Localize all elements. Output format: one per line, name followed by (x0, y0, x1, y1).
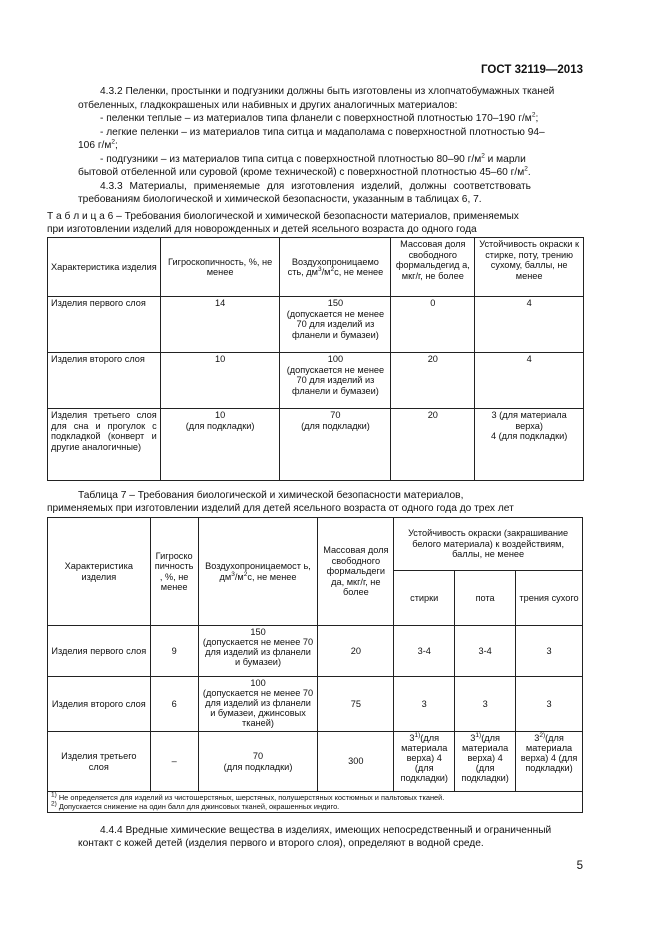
table6-fastness: 4 (475, 297, 584, 353)
table7-sweat: 3 (455, 677, 516, 732)
table7-hygro: – (150, 732, 198, 792)
table7-wash: 3-4 (394, 626, 455, 677)
table7-rub: 3 (516, 626, 583, 677)
para-432-line4: - легкие пеленки – из материалов типа ситца и мадаполама с поверхностной плотностью 94– (100, 127, 545, 138)
table7-header-product: Характеристика изделия (48, 518, 151, 626)
table7-rub: 3 (516, 677, 583, 732)
table6-fastness: 3 (для материала верха) 4 (для подкладки) (475, 409, 584, 481)
table7-product: Изделия первого слоя (48, 626, 151, 677)
table-row (48, 409, 584, 481)
table7-header-fastness: Устойчивость окраски (закрашивание белого материала) к воздействиям, баллы, не менее (394, 518, 583, 571)
table7-wash: 3$^{1)}$(для материала верха) 4 (для подкладки) (394, 732, 455, 792)
para-444-line2: контакт с кожей детей (изделия первого и второго слоя), определяют в водной среде. (78, 838, 484, 849)
table6-header-product: Характеристика изделия (48, 238, 161, 297)
table7-air: 70 (для подкладки) (198, 732, 318, 792)
table-row (48, 732, 583, 792)
table6-formaldehyde: 20 (391, 353, 475, 409)
table7-rub: 3$^{2)}$(для материала верха) 4 (для подкладки) (516, 732, 583, 792)
table6-formaldehyde: 0 (391, 297, 475, 353)
table7-formaldehyde: 75 (318, 677, 394, 732)
table6-header-hygro: Гигроскопичность, %, не менее (160, 238, 280, 297)
table6-header-formaldehyde: Массовая доля свободного формальдегид а, мкг/г, не более (391, 238, 475, 297)
standard-header: ГОСТ 32119—2013 (481, 64, 583, 76)
table7-hygro: 9 (150, 626, 198, 677)
para-432-line3: - пеленки теплые – из материалов типа фланели с поверхностной плотностью 170–190 $г/м^2$; (100, 111, 539, 124)
table6-product: Изделия третьего слоя для сна и прогулок с подкладкой (конверт и другие аналогичные) (48, 409, 161, 481)
table7-header-formaldehyde: Массовая доля свободного формальдеги да, мкг/г, не более (318, 518, 394, 626)
table7-formaldehyde: 300 (318, 732, 394, 792)
table6-hygro: 10 (160, 353, 280, 409)
table7-footnotes (48, 792, 583, 813)
para-433-line2: требованиям биологической и химической безопасности, указанным в таблицах 6, 7. (78, 194, 482, 205)
table6-hygro: 14 (160, 297, 280, 353)
table7-sweat: 3$^{1)}$(для материала верха) 4 (для подкладки) (455, 732, 516, 792)
table6-header-fastness: Устойчивость окраски к стирке, поту, трению сухому, баллы, не менее (475, 238, 584, 297)
table6-header-row (48, 238, 584, 297)
para-433-line1: 4.3.3 Материалы, применяемые для изготовления изделий, должны соответствовать (100, 181, 531, 192)
table7-footnotes-row (48, 792, 583, 813)
table7-caption-line2: применяемых при изготовлении изделий для детей ясельного возраста от одного года до трех лет (47, 503, 514, 514)
table-row (48, 677, 583, 732)
table7-caption-line1: Таблица 7 – Требования биологической и химической безопасности материалов, (78, 490, 464, 501)
table7-product: Изделия третьего слоя (48, 732, 151, 792)
table6-caption-line1: Т а б л и ц а 6 – Требования биологической и химической безопасности материалов, применяемых (47, 211, 519, 222)
table7-hygro: 6 (150, 677, 198, 732)
page-number: 5 (576, 860, 583, 872)
para-444-line1: 4.4.4 Вредные химические вещества в изделиях, имеющих непосредственный и ограниченный (100, 825, 552, 836)
table6-caption-line2: при изготовлении изделий для новорожденных и детей ясельного возраста до одного года (47, 224, 477, 235)
footnote-1: $^{1)}$ Не определяется для изделий из чистошерстяных, шерстяных, полушерстяных костюмных и пальтовых тканей. (51, 791, 445, 802)
table6-hygro: 10 (для подкладки) (160, 409, 280, 481)
table6-product: Изделия первого слоя (48, 297, 161, 353)
table7-header-wash: стирки (394, 571, 455, 626)
table6-air: 150 (допускается не менее 70 для изделий из фланели и бумазеи) (280, 297, 391, 353)
table7-header-hygro: Гигроско пичность , %, не менее (150, 518, 198, 626)
table-6 (47, 237, 584, 481)
table6-air: 70 (для подкладки) (280, 409, 391, 481)
table6-product: Изделия второго слоя (48, 353, 161, 409)
table-row (48, 353, 584, 409)
table7-sweat: 3-4 (455, 626, 516, 677)
para-432-line6: - подгузники – из материалов типа ситца с поверхностной плотностью 80–90 $г/м^2$ и марли (100, 152, 526, 165)
para-432-line5: 106 $г/м^2$; (78, 138, 118, 151)
table7-header-row (48, 518, 583, 571)
table6-air: 100 (допускается не менее 70 для изделий из фланели и бумазеи) (280, 353, 391, 409)
para-432-line7: бытовой отбеленной или суровой (кроме технической) с поверхностной плотностью 45–60 $г/м^2$. (78, 165, 531, 178)
table7-wash: 3 (394, 677, 455, 732)
para-432-line1: 4.3.2 Пеленки, простынки и подгузники должны быть изготовлены из хлопчатобумажных тканей (100, 86, 555, 97)
table6-header-air: Воздухопроницаемо сть, $дм^3/м^2с$, не менее (280, 238, 391, 297)
table7-header-sweat: пота (455, 571, 516, 626)
table7-header-air: Воздухопроницаемост ь, $дм^3/м^2с$, не менее (198, 518, 318, 626)
table-row (48, 297, 584, 353)
table7-air: 100 (допускается не менее 70 для изделий из фланели и бумазеи, джинсовых тканей) (198, 677, 318, 732)
table6-formaldehyde: 20 (391, 409, 475, 481)
table7-header-rub: трения сухого (516, 571, 583, 626)
footnote-2: $^{2)}$ Допускается снижение на один балл для джинсовых тканей, окрашенных индиго. (51, 800, 340, 811)
table6-fastness: 4 (475, 353, 584, 409)
table7-product: Изделия второго слоя (48, 677, 151, 732)
table7-formaldehyde: 20 (318, 626, 394, 677)
table-row (48, 626, 583, 677)
para-432-line2: отбеленных, гладкокрашеных или набивных и других аналогичных материалов: (78, 100, 458, 111)
table-7 (47, 517, 583, 813)
table7-air: 150 (допускается не менее 70 для изделий из фланели и бумазеи) (198, 626, 318, 677)
